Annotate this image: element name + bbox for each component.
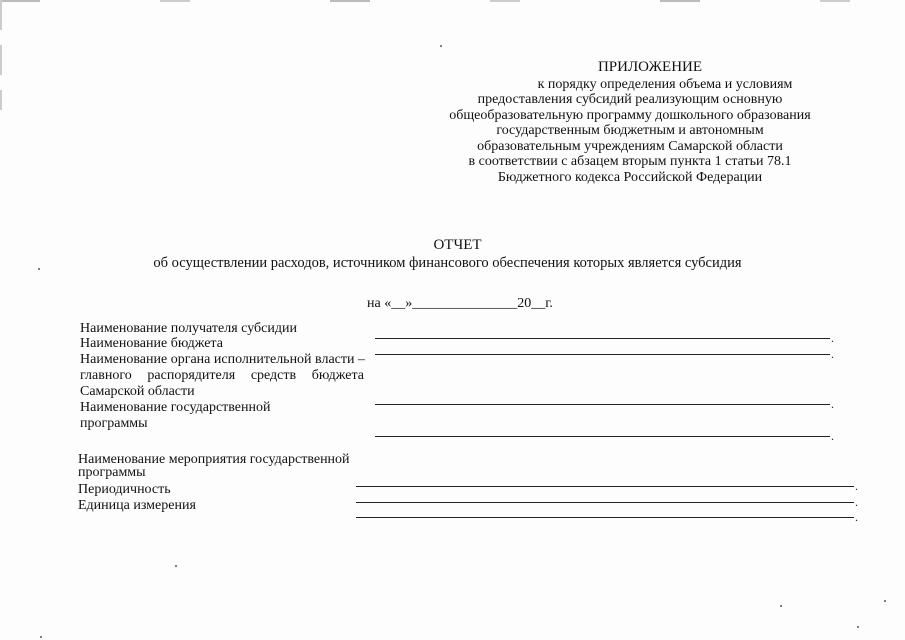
scan-speck [857,626,859,628]
appendix-line: государственным бюджетным и автономным [496,123,764,138]
scan-edge-top [0,0,905,2]
scan-speck [40,636,42,638]
line-end-dot: . [855,510,858,524]
line-end-dot: . [831,331,834,345]
report-title: ОТЧЕТ [433,237,482,253]
scan-edge-left [0,0,2,110]
budget-fill-line [375,354,830,355]
appendix-line: к порядку определения объема и условиям [537,76,793,92]
line-end-dot: . [831,429,834,443]
authority-label: главного распорядителя средств бюджета [80,368,364,383]
recipient-label: Наименование получателя субсидии [80,321,297,336]
periodicity-fill-line [356,502,854,503]
scan-speck [884,600,886,602]
appendix-line: Бюджетного кодекса Российской Федерации [497,169,763,185]
periodicity-label: Периодичность [78,482,171,497]
line-end-dot: . [831,347,834,361]
appendix-title: ПРИЛОЖЕНИЕ [597,59,703,75]
appendix-line: общеобразовательную программу дошкольного образования [449,107,811,123]
scan-speck [440,45,442,47]
measure-label: Наименование мероприятия государственной [78,452,350,467]
authority-label: Самарской области [80,384,195,399]
line-end-dot: . [855,479,858,493]
report-date-line: на «__»_______________20__г. [367,296,553,311]
appendix-header [430,60,830,185]
unit-fill-line [356,517,854,518]
scan-speck [780,605,782,607]
authority-fill-line [375,404,830,405]
appendix-line: образовательным учреждениям Самарской области [477,138,783,154]
report-heading [0,237,905,272]
authority-label: Наименование органа исполнительной власти – [80,352,366,367]
program-label: программы [80,416,148,431]
line-end-dot: . [831,397,834,411]
budget-label: Наименование бюджета [80,336,223,351]
appendix-line: предоставления субсидий реализующим основную [477,92,783,107]
line-end-dot: . [855,495,858,509]
report-subtitle: об осуществлении расходов, источником финансового обеспечения которых является субсидия [153,255,742,271]
appendix-line: в соответствии с абзацем вторым пункта 1 статьи 78.1 [468,154,792,169]
recipient-fill-line [375,338,830,339]
scan-speck [175,565,177,567]
program-fill-line [375,436,830,437]
measure-label: программы [78,465,146,480]
unit-label: Единица измерения [78,498,196,513]
measure-fill-line [356,486,854,487]
program-label: Наименование государственной [80,400,271,415]
